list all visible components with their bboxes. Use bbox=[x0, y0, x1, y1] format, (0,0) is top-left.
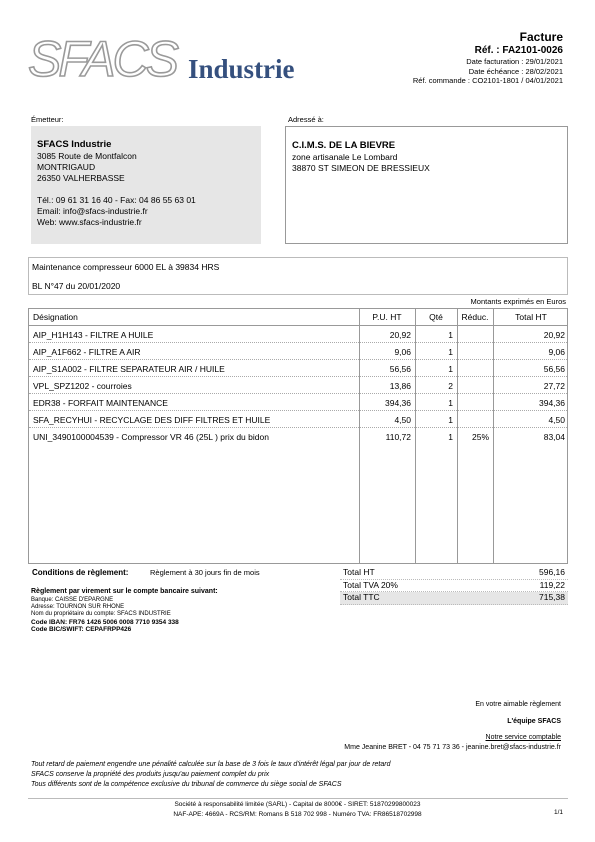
document-title: Facture bbox=[519, 30, 563, 44]
footer-line-2: NAF-APE: 4669A - RCS/RM: Romans B 518 702 998 - Numéro TVA: FR86518702998 bbox=[173, 810, 422, 818]
currency-note: Montants exprimés en Euros bbox=[470, 297, 566, 306]
conditions-label: Conditions de règlement: bbox=[32, 568, 129, 577]
footer-line-1: Société à responsabilité limitée (SARL) - Capital de 8000€ - SIRET: 51870299800023 bbox=[174, 801, 421, 808]
signature-team: L'équipe SFACS bbox=[507, 718, 561, 725]
row-designation: AIP_S1A002 - FILTRE SEPARATEUR AIR / HUILE bbox=[33, 364, 225, 374]
row-total: 56,56 bbox=[543, 364, 565, 374]
row-qty: 2 bbox=[448, 381, 453, 391]
row-qty: 1 bbox=[448, 330, 453, 340]
emitter-label: Émetteur: bbox=[31, 115, 64, 124]
row-designation: AIP_H1H143 - FILTRE A HUILE bbox=[33, 330, 154, 340]
row-pu: 56,56 bbox=[389, 364, 411, 374]
bank-iban: Code IBAN: FR76 1426 5006 0008 7710 9354 338 bbox=[31, 618, 179, 626]
legal-notes bbox=[31, 760, 390, 790]
logo-sub: Industrie bbox=[188, 54, 295, 84]
legal-note-3: Tous différents sont de la compétence exclusive du tribunal de commerce du siège social de SFACS bbox=[31, 781, 342, 788]
recipient-address-2: 38870 ST SIMEON DE BRESSIEUX bbox=[292, 163, 430, 173]
total-ttc-value: 715,38 bbox=[539, 592, 565, 602]
legal-note-2: SFACS conserve la propriété des produits jusqu'au paiement complet du prix bbox=[31, 771, 270, 778]
header-designation: Désignation bbox=[33, 312, 78, 322]
emitter-name: SFACS Industrie bbox=[37, 139, 112, 150]
header-reduc: Réduc. bbox=[461, 312, 489, 322]
row-qty: 1 bbox=[448, 364, 453, 374]
table-row bbox=[29, 394, 567, 411]
footer bbox=[0, 800, 595, 819]
footer-divider bbox=[28, 798, 568, 799]
emitter-address-1: 3085 Route de Montfalcon bbox=[37, 151, 137, 161]
sfacs-logo-graphic bbox=[28, 34, 313, 84]
total-tva-value: 119,22 bbox=[539, 579, 565, 590]
signature-greeting: En votre aimable règlement bbox=[475, 701, 561, 708]
row-designation: UNI_3490100004539 - Compressor VR 46 (25L ) prix du bidon bbox=[33, 432, 269, 442]
recipient-label: Adressé à: bbox=[288, 115, 324, 124]
table-row bbox=[29, 326, 567, 343]
row-pu: 110,72 bbox=[385, 432, 411, 442]
info-line-1: Maintenance compresseur 6000 EL à 39834 HRS bbox=[32, 262, 220, 272]
row-pu: 394,36 bbox=[385, 398, 411, 408]
document-header bbox=[413, 30, 563, 86]
legal-note-1: Tout retard de paiement engendre une pénalité calculée sur la base de 3 fois le taux d'intérêt légal par jour de retard bbox=[31, 761, 391, 768]
header-pu: P.U. HT bbox=[372, 312, 402, 322]
total-ht-label: Total HT bbox=[343, 567, 375, 577]
logo-brand: SFACS bbox=[28, 34, 176, 84]
recipient-name: C.I.M.S. DE LA BIEVRE bbox=[292, 140, 396, 151]
row-pu: 9,06 bbox=[394, 347, 411, 357]
row-designation: EDR38 - FORFAIT MAINTENANCE bbox=[33, 398, 168, 408]
row-pu: 4,50 bbox=[394, 415, 411, 425]
totals-box bbox=[340, 567, 568, 605]
total-tva-label: Total TVA 20% bbox=[343, 579, 398, 590]
total-tva-row bbox=[340, 580, 568, 593]
row-qty: 1 bbox=[448, 415, 453, 425]
row-pu: 13,86 bbox=[389, 381, 411, 391]
bank-title: Règlement par virement sur le compte bancaire suivant: bbox=[31, 588, 218, 595]
table-row bbox=[29, 360, 567, 377]
page-number: 1/1 bbox=[553, 809, 563, 816]
row-total: 27,72 bbox=[543, 381, 565, 391]
date-facturation: Date facturation : 29/01/2021 bbox=[466, 57, 563, 66]
total-ht-value: 596,16 bbox=[539, 567, 565, 577]
info-box bbox=[28, 257, 568, 295]
signature-service: Notre service comptable bbox=[485, 734, 561, 741]
signature-contact: Mme Jeanine BRET - 04 75 71 73 36 - jeanine.bret@sfacs-industrie.fr bbox=[344, 744, 561, 751]
row-total: 9,06 bbox=[548, 347, 565, 357]
header-total: Total HT bbox=[515, 312, 547, 322]
table-row bbox=[29, 377, 567, 394]
conditions-value: Règlement à 30 jours fin de mois bbox=[150, 568, 260, 577]
bank-address: Adresse: TOURNON SUR RHONE bbox=[31, 604, 125, 611]
ref-commande: Réf. commande : CO2101-1801 / 04/01/2021 bbox=[412, 76, 563, 85]
row-total: 83,04 bbox=[543, 432, 565, 442]
row-designation: SFA_RECYHUI - RECYCLAGE DES DIFF FILTRES ET HUILE bbox=[33, 415, 271, 425]
recipient-address-1: zone artisanale Le Lombard bbox=[292, 152, 398, 162]
row-total: 394,36 bbox=[539, 398, 565, 408]
recipient-box bbox=[285, 126, 568, 244]
emitter-phone: Tél.: 09 61 31 16 40 - Fax: 04 86 55 63 01 bbox=[37, 195, 196, 205]
row-qty: 1 bbox=[448, 398, 453, 408]
bank-name: Banque: CAISSE D'EPARGNE bbox=[31, 597, 114, 603]
row-pu: 20,92 bbox=[389, 330, 411, 340]
row-designation: VPL_SPZ1202 - courroies bbox=[33, 381, 132, 391]
row-total: 20,92 bbox=[543, 330, 565, 340]
total-ttc-label: Total TTC bbox=[343, 592, 380, 602]
table-header bbox=[29, 309, 567, 326]
document-ref: Réf. : FA2101-0026 bbox=[474, 45, 563, 56]
company-logo bbox=[28, 34, 313, 89]
info-line-2: BL N°47 du 20/01/2020 bbox=[32, 281, 121, 291]
table-row bbox=[29, 343, 567, 360]
bank-details bbox=[31, 586, 218, 633]
row-qty: 1 bbox=[448, 347, 453, 357]
total-ht-row bbox=[340, 567, 568, 580]
emitter-address-2: MONTRIGAUD bbox=[37, 162, 96, 172]
emitter-box bbox=[31, 126, 261, 244]
emitter-email: Email: info@sfacs-industrie.fr bbox=[37, 206, 148, 216]
table-row bbox=[29, 428, 567, 445]
items-table bbox=[28, 308, 568, 564]
row-qty: 1 bbox=[448, 432, 453, 442]
bank-owner: Nom du propriétaire du compte: SFACS INDUSTRIE bbox=[31, 611, 171, 618]
emitter-address-3: 26350 VALHERBASSE bbox=[37, 173, 125, 183]
total-ttc-row bbox=[340, 592, 568, 605]
row-designation: AIP_A1F662 - FILTRE A AIR bbox=[33, 347, 141, 357]
emitter-web: Web: www.sfacs-industrie.fr bbox=[37, 217, 142, 227]
table-row bbox=[29, 411, 567, 428]
date-echeance: Date échéance : 28/02/2021 bbox=[468, 66, 563, 76]
row-total: 4,50 bbox=[548, 415, 565, 425]
bank-bic: Code BIC/SWIFT: CEPAFRPP426 bbox=[31, 625, 132, 633]
header-qty: Qté bbox=[429, 312, 443, 322]
row-reduc: 25% bbox=[471, 432, 489, 442]
